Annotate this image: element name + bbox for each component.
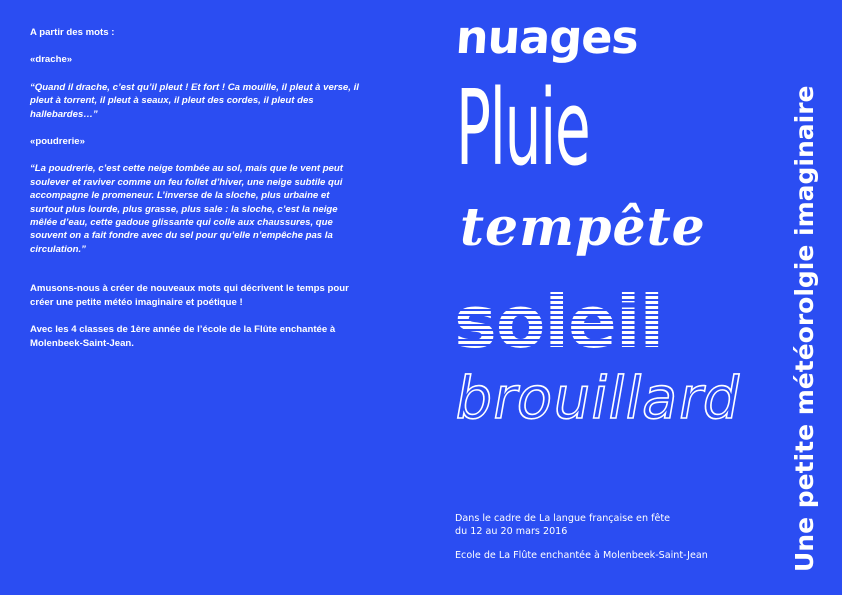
word-nuages: nuages bbox=[454, 10, 640, 64]
intro-line: A partir des mots : bbox=[30, 27, 115, 38]
vertical-title: Une petite météorolgie imaginaire bbox=[790, 85, 819, 572]
event-dates: du 12 au 20 mars 2016 bbox=[455, 526, 568, 537]
left-text-column bbox=[30, 26, 360, 364]
event-line-1: Dans le cadre de La langue française en fête bbox=[455, 513, 671, 524]
school-line: Ecole de La Flûte enchantée à Molenbeek-Saint-Jean bbox=[455, 550, 708, 561]
word-soleil: soleil bbox=[454, 280, 664, 364]
quote-poudrerie: “La poudrerie, c’est cette neige tombée au sol, mais que le vent peut soulever et raviver comme un feu follet d’hiver, une neige subtile qui accompagne le promeneur. L’inverse de la sloche, plus urbaine et surtout plus lourde, plus grasse, plus sale : la sloche, c’est la neige mêlée d’eau, cette gadoue glissante qui colle aux chaussures, que souvent on a fait fondre avec du sel pour qu’elle n’empêche pas la circulation.” bbox=[30, 163, 343, 255]
quote-drache: “Quand il drache, c’est qu’il pleut ! Et fort ! Ca mouille, il pleut à verse, il pleut à torrent, il pleut à seaux, il pleut des cordes, il pleut des hallebardes…” bbox=[30, 81, 359, 120]
word-drache: «drache» bbox=[30, 54, 73, 66]
event-info bbox=[455, 512, 755, 562]
spacer bbox=[30, 270, 360, 282]
spacer bbox=[455, 538, 755, 549]
word-brouillard: brouillard bbox=[450, 364, 748, 432]
classes-text: Avec les 4 classes de 1ère année de l’école de la Flûte enchantée à Molenbeek-Saint-Jean. bbox=[30, 324, 336, 349]
word-pluie: Pluie bbox=[456, 67, 590, 189]
invitation-text: Amusons-nous à créer de nouveaux mots qui décrivent le temps pour créer une petite météo imaginaire et poétique ! bbox=[30, 283, 349, 308]
word-poudrerie: «poudrerie» bbox=[30, 136, 85, 148]
word-tempete: tempête bbox=[460, 197, 706, 258]
